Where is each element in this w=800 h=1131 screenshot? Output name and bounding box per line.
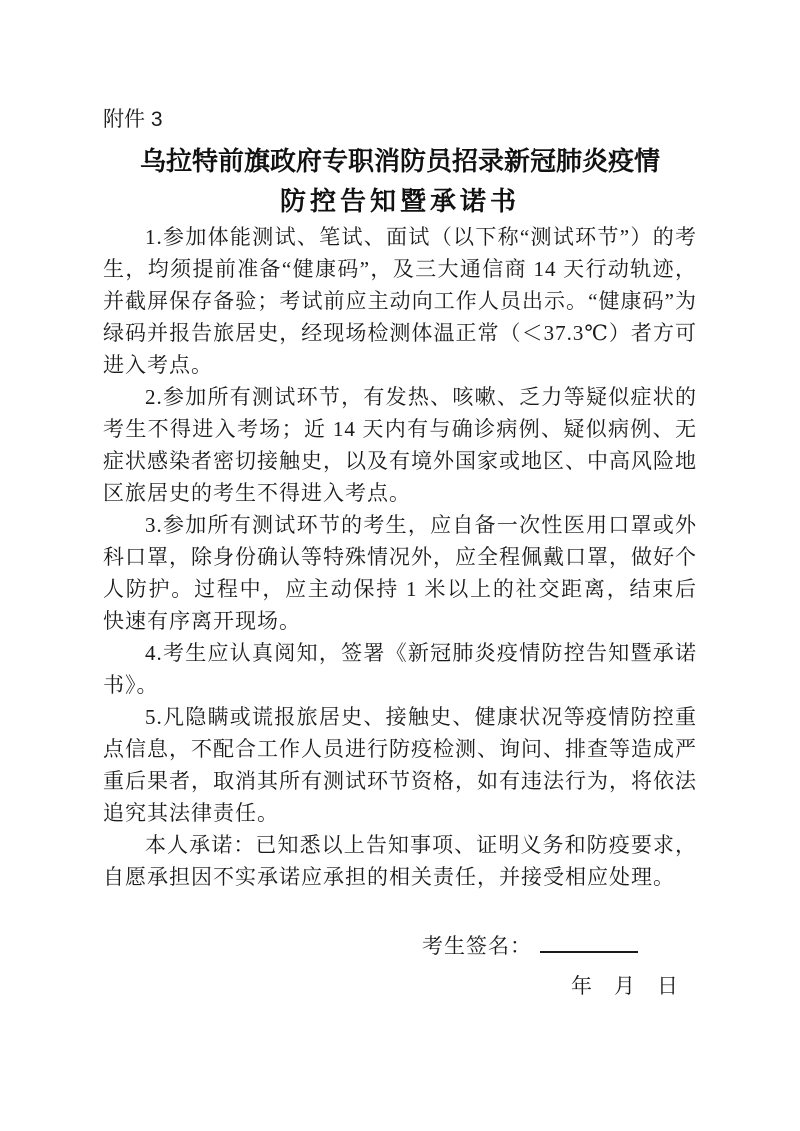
document-title-line2: 防控告知暨承诺书 (279, 186, 520, 216)
date-row (103, 971, 697, 1001)
paragraph-commitment: 本人承诺：已知悉以上告知事项、证明义务和防疫要求，自愿承担因不实承诺应承担的相关责任，并接受相应处理。 (103, 833, 697, 889)
signature-label: 考生签名： (422, 934, 532, 958)
paragraph-1: 1.参加体能测试、笔试、面试（以下称“测试环节”）的考生，均须提前准备“健康码”，及三大通信商 14 天行动轨迹，并截屏保存备验；考试前应主动向工作人员出示。“健康码”为绿码并报告旅居史，经现场检测体温正常（＜37.3℃）者方可进入考点。 (103, 225, 697, 377)
signature-line[interactable] (540, 930, 638, 953)
document-body (103, 221, 697, 893)
attachment-label: 附件 3 (103, 108, 163, 131)
signature-row (103, 930, 697, 961)
signature-block (103, 930, 697, 1001)
document-title-line1: 乌拉特前旗政府专职消防员招录新冠肺炎疫情 (139, 146, 660, 176)
date-day-label: 日 (657, 974, 678, 998)
paragraph-4: 4.考生应认真阅知，签署《新冠肺炎疫情防控告知暨承诺书》。 (103, 641, 697, 697)
paragraph-3: 3.参加所有测试环节的考生，应自备一次性医用口罩或外科口罩，除身份确认等特殊情况外，应全程佩戴口罩，做好个人防护。过程中，应主动保持 1 米以上的社交距离，结束后快速有序离开现场。 (103, 513, 697, 633)
paragraph-2: 2.参加所有测试环节，有发热、咳嗽、乏力等疑似症状的考生不得进入考场；近 14 天内有与确诊病例、疑似病例、无症状感染者密切接触史，以及有境外国家或地区、中高风险地区旅居史的考生不得进入考点。 (103, 385, 697, 505)
date-year-label: 年 (571, 974, 592, 998)
document-title (103, 141, 697, 221)
date-month-label: 月 (614, 974, 635, 998)
paragraph-5: 5.凡隐瞒或谎报旅居史、接触史、健康状况等疫情防控重点信息，不配合工作人员进行防疫检测、询问、排查等造成严重后果者，取消其所有测试环节资格，如有违法行为，将依法追究其法律责任。 (103, 705, 697, 825)
